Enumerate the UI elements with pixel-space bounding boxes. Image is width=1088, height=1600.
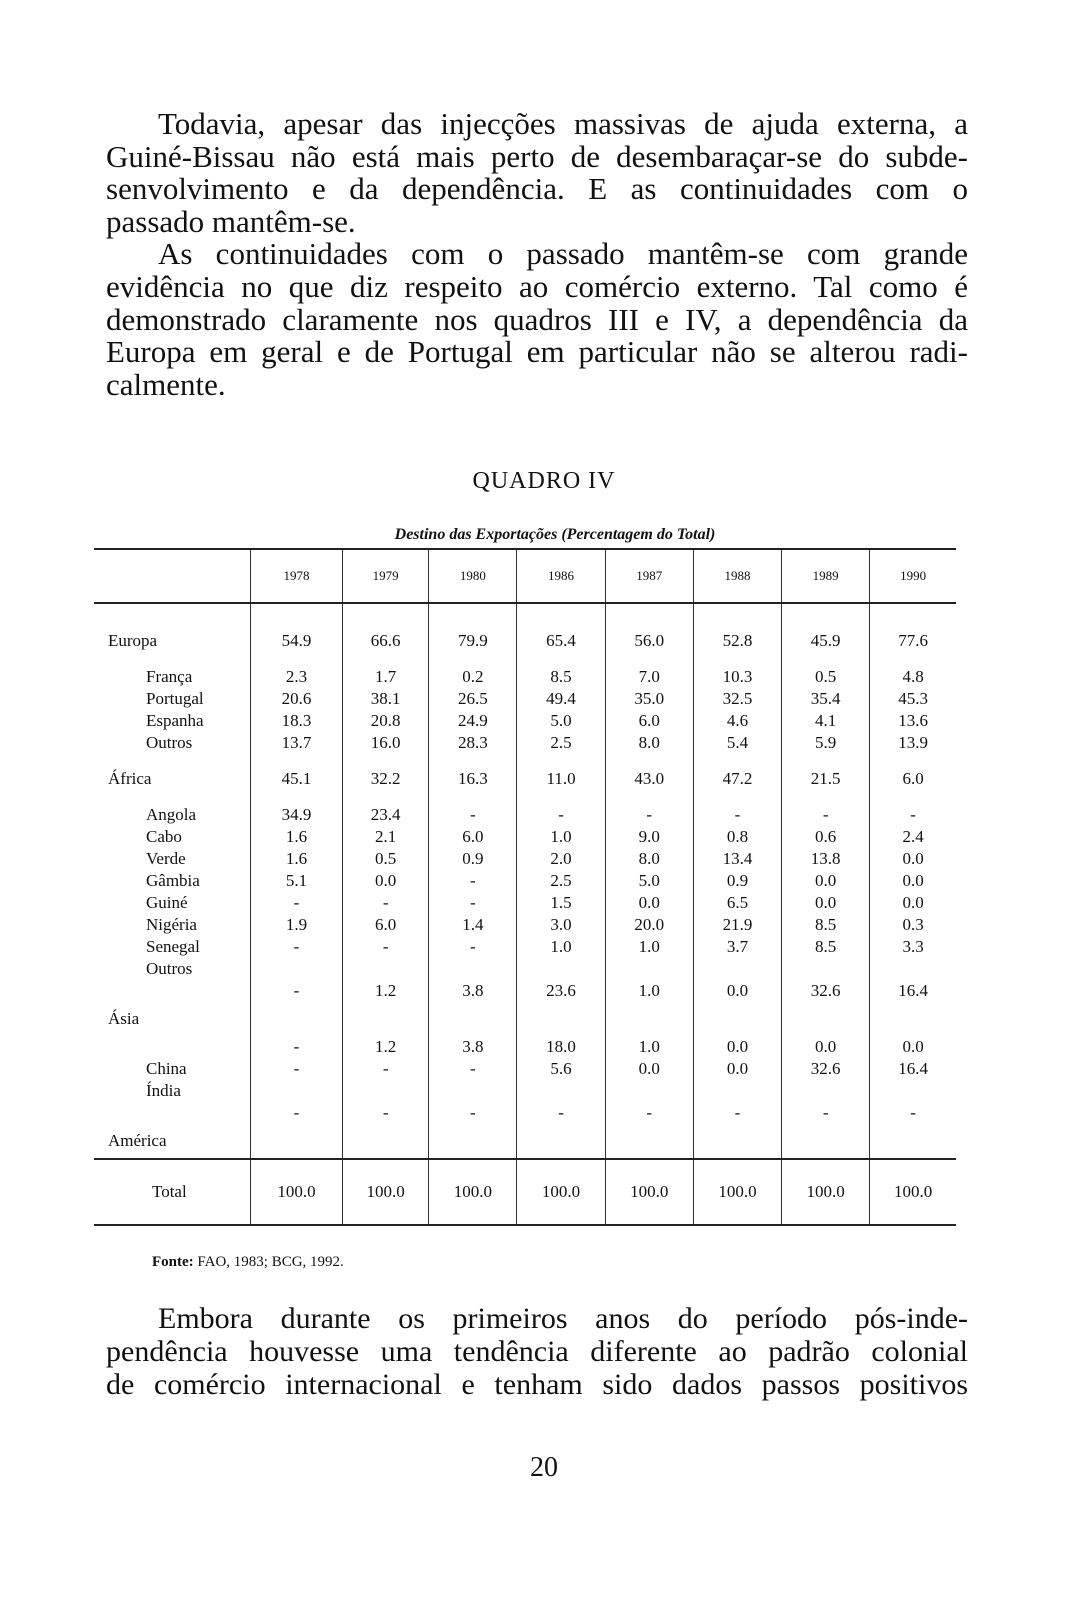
text-line: senvolvimento e da dependência. E as continuidades com o	[106, 171, 968, 207]
value-cell: -	[782, 804, 870, 826]
year-header-cell: 1988	[693, 549, 781, 603]
value-cell	[429, 958, 517, 980]
value-cell	[782, 1002, 870, 1036]
text-line: de comércio internacional e tenham sido dados passos positivos	[106, 1368, 968, 1401]
value-cell	[343, 1080, 429, 1102]
table-row	[94, 1124, 956, 1159]
spacer-cell	[94, 754, 250, 762]
row-label: Índia	[146, 1081, 181, 1100]
value-cell: 2.3	[250, 666, 342, 688]
value-cell: 0.9	[693, 870, 781, 892]
value-cell: 45.9	[782, 624, 870, 658]
value-cell: -	[250, 980, 342, 1002]
value-cell: 43.0	[605, 762, 693, 796]
value-cell: 1.0	[605, 980, 693, 1002]
paragraph-intro	[106, 108, 968, 401]
value-cell: 3.3	[870, 936, 956, 958]
header-blank-cell	[94, 549, 250, 603]
value-cell: 1.2	[343, 980, 429, 1002]
spacer-cell	[605, 603, 693, 624]
value-cell: 5.4	[693, 732, 781, 754]
text-line: Todavia, apesar das injecções massivas de ajuda externa, a	[158, 106, 968, 141]
row-label: Outros	[146, 959, 193, 978]
row-label: Outros	[146, 733, 193, 752]
value-cell: 23.4	[343, 804, 429, 826]
year-header-cell: 1989	[782, 549, 870, 603]
row-label: Europa	[108, 631, 158, 650]
value-cell: 45.1	[250, 762, 342, 796]
spacer-cell	[94, 603, 250, 624]
value-cell	[429, 1002, 517, 1036]
table-row	[94, 1036, 956, 1058]
value-cell: 6.5	[693, 892, 781, 914]
value-cell: 5.0	[605, 870, 693, 892]
value-cell: 2.5	[517, 732, 605, 754]
value-cell	[870, 1124, 956, 1159]
value-cell	[517, 1080, 605, 1102]
table-row	[94, 1159, 956, 1225]
spacer-cell	[693, 603, 781, 624]
value-cell: -	[870, 1102, 956, 1124]
value-cell: -	[250, 1036, 342, 1058]
spacer-row	[94, 796, 956, 804]
row-label: Total	[94, 1159, 250, 1225]
value-cell: 0.0	[605, 892, 693, 914]
value-cell: 45.3	[870, 688, 956, 710]
value-cell: 49.4	[517, 688, 605, 710]
value-cell: 20.0	[605, 914, 693, 936]
table-row	[94, 980, 956, 1002]
value-cell: 4.6	[693, 710, 781, 732]
spacer-row	[94, 658, 956, 666]
value-cell: 16.0	[343, 732, 429, 754]
value-cell: 5.9	[782, 732, 870, 754]
value-cell: 0.8	[693, 826, 781, 848]
value-cell: 18.3	[250, 710, 342, 732]
table-row	[94, 804, 956, 826]
value-cell: 77.6	[870, 624, 956, 658]
value-cell: 5.0	[517, 710, 605, 732]
table-row	[94, 848, 956, 870]
value-cell: 65.4	[517, 624, 605, 658]
value-cell: 100.0	[429, 1159, 517, 1225]
value-cell: -	[429, 892, 517, 914]
value-cell: 20.6	[250, 688, 342, 710]
value-cell	[343, 958, 429, 980]
value-cell: 5.1	[250, 870, 342, 892]
value-cell: -	[517, 1102, 605, 1124]
value-cell: 47.2	[693, 762, 781, 796]
value-cell: 13.6	[870, 710, 956, 732]
value-cell: -	[343, 936, 429, 958]
value-cell: -	[429, 1058, 517, 1080]
value-cell: -	[870, 804, 956, 826]
value-cell: 2.1	[343, 826, 429, 848]
value-cell: 54.9	[250, 624, 342, 658]
value-cell: -	[429, 936, 517, 958]
value-cell: 0.5	[782, 666, 870, 688]
value-cell: 6.0	[429, 826, 517, 848]
value-cell: 9.0	[605, 826, 693, 848]
table-title: QUADRO IV	[472, 468, 616, 494]
row-label: China	[146, 1059, 187, 1078]
value-cell: 52.8	[693, 624, 781, 658]
source-label: Fonte:	[152, 1254, 194, 1270]
value-cell: 21.9	[693, 914, 781, 936]
text-line: Embora durante os primeiros anos do período pós-inde-	[158, 1302, 968, 1335]
value-cell: -	[250, 936, 342, 958]
value-cell: 2.5	[517, 870, 605, 892]
value-cell	[782, 1080, 870, 1102]
source-text: FAO, 1983; BCG, 1992.	[197, 1254, 344, 1270]
value-cell: 13.4	[693, 848, 781, 870]
value-cell: 1.0	[517, 826, 605, 848]
value-cell: 0.0	[605, 1058, 693, 1080]
value-cell	[693, 1002, 781, 1036]
value-cell: -	[693, 1102, 781, 1124]
table-row	[94, 870, 956, 892]
value-cell	[605, 1080, 693, 1102]
spacer-cell	[605, 658, 693, 666]
value-cell: 13.8	[782, 848, 870, 870]
value-cell	[693, 1080, 781, 1102]
value-cell: 32.6	[782, 980, 870, 1002]
text-line: calmente.	[106, 366, 226, 402]
value-cell: 13.7	[250, 732, 342, 754]
row-label	[94, 1036, 250, 1058]
text-line: evidência no que diz respeito ao comércio externo. Tal como é	[106, 268, 968, 304]
value-cell: 3.0	[517, 914, 605, 936]
row-label	[94, 980, 250, 1002]
value-cell	[250, 958, 342, 980]
value-cell	[517, 1002, 605, 1036]
spacer-cell	[250, 658, 342, 666]
value-cell	[870, 1002, 956, 1036]
value-cell: 0.5	[343, 848, 429, 870]
spacer-cell	[870, 658, 956, 666]
value-cell: 4.1	[782, 710, 870, 732]
value-cell: 100.0	[605, 1159, 693, 1225]
value-cell: 1.9	[250, 914, 342, 936]
value-cell: -	[343, 1058, 429, 1080]
value-cell: 0.9	[429, 848, 517, 870]
row-label: Guiné	[146, 893, 188, 912]
year-header-row	[94, 549, 956, 603]
value-cell: 3.8	[429, 1036, 517, 1058]
table-row	[94, 958, 956, 980]
value-cell: 13.9	[870, 732, 956, 754]
spacer-cell	[517, 754, 605, 762]
value-cell: 1.6	[250, 848, 342, 870]
text-line: passado mantêm-se.	[106, 203, 356, 239]
value-cell: 16.3	[429, 762, 517, 796]
value-cell: 38.1	[343, 688, 429, 710]
value-cell: 35.4	[782, 688, 870, 710]
spacer-cell	[693, 796, 781, 804]
value-cell: 0.2	[429, 666, 517, 688]
spacer-cell	[693, 658, 781, 666]
spacer-cell	[517, 658, 605, 666]
row-label: Gâmbia	[146, 871, 200, 890]
value-cell: 8.5	[782, 914, 870, 936]
value-cell: 0.0	[343, 870, 429, 892]
spacer-cell	[429, 658, 517, 666]
value-cell: -	[429, 804, 517, 826]
value-cell: 16.4	[870, 1058, 956, 1080]
value-cell: 10.3	[693, 666, 781, 688]
value-cell: 0.0	[870, 848, 956, 870]
value-cell	[517, 1124, 605, 1159]
value-cell	[605, 958, 693, 980]
value-cell: 1.0	[517, 936, 605, 958]
text-line: Guiné-Bissau não está mais perto de desembaraçar-se do subde-	[106, 138, 968, 174]
table-row	[94, 1002, 956, 1036]
row-label	[94, 1102, 250, 1124]
value-cell: 0.0	[870, 870, 956, 892]
row-label: Senegal	[146, 937, 200, 956]
value-cell: 3.8	[429, 980, 517, 1002]
value-cell: 0.0	[870, 892, 956, 914]
spacer-cell	[343, 603, 429, 624]
value-cell: 6.0	[605, 710, 693, 732]
paragraph-continuation	[106, 1302, 968, 1401]
value-cell	[870, 1080, 956, 1102]
value-cell: 28.3	[429, 732, 517, 754]
table-row	[94, 732, 956, 754]
table-row	[94, 936, 956, 958]
value-cell	[429, 1124, 517, 1159]
value-cell	[782, 1124, 870, 1159]
row-label: França	[146, 667, 193, 686]
row-label: Nigéria	[146, 915, 197, 934]
text-line: demonstrado claramente nos quadros III e IV, a dependência da	[106, 301, 968, 337]
table-row	[94, 710, 956, 732]
value-cell	[343, 1002, 429, 1036]
value-cell: 6.0	[343, 914, 429, 936]
table-row	[94, 1102, 956, 1124]
value-cell: 4.8	[870, 666, 956, 688]
spacer-row	[94, 603, 956, 624]
value-cell: -	[343, 1102, 429, 1124]
table-row	[94, 826, 956, 848]
value-cell: -	[429, 1102, 517, 1124]
value-cell: 100.0	[343, 1159, 429, 1225]
table-row	[94, 914, 956, 936]
year-header-cell: 1979	[343, 549, 429, 603]
value-cell: 5.6	[517, 1058, 605, 1080]
row-label: Ásia	[108, 1009, 140, 1028]
value-cell: 1.5	[517, 892, 605, 914]
value-cell: 34.9	[250, 804, 342, 826]
table-row	[94, 666, 956, 688]
table-row	[94, 1058, 956, 1080]
value-cell: -	[250, 892, 342, 914]
value-cell	[429, 1080, 517, 1102]
value-cell: -	[605, 1102, 693, 1124]
spacer-cell	[250, 796, 342, 804]
value-cell	[343, 1124, 429, 1159]
spacer-row	[94, 754, 956, 762]
value-cell: 6.0	[870, 762, 956, 796]
value-cell: 100.0	[782, 1159, 870, 1225]
value-cell: 0.0	[693, 1058, 781, 1080]
spacer-cell	[517, 603, 605, 624]
spacer-cell	[782, 754, 870, 762]
spacer-cell	[94, 658, 250, 666]
row-label: Cabo	[146, 827, 182, 846]
value-cell: 8.0	[605, 732, 693, 754]
spacer-cell	[250, 603, 342, 624]
spacer-cell	[343, 796, 429, 804]
spacer-cell	[429, 796, 517, 804]
year-header-cell: 1987	[605, 549, 693, 603]
spacer-cell	[517, 796, 605, 804]
value-cell: 8.0	[605, 848, 693, 870]
table-row	[94, 624, 956, 658]
table-subtitle: Destino das Exportações (Percentagem do Total)	[394, 526, 716, 543]
value-cell: 100.0	[250, 1159, 342, 1225]
row-label: Verde	[146, 849, 186, 868]
spacer-cell	[429, 603, 517, 624]
value-cell: 20.8	[343, 710, 429, 732]
value-cell	[782, 958, 870, 980]
value-cell: 0.3	[870, 914, 956, 936]
year-header-cell: 1978	[250, 549, 342, 603]
spacer-cell	[343, 754, 429, 762]
spacer-cell	[605, 754, 693, 762]
value-cell: 1.0	[605, 936, 693, 958]
value-cell: 100.0	[870, 1159, 956, 1225]
value-cell: 0.0	[782, 870, 870, 892]
value-cell: 7.0	[605, 666, 693, 688]
value-cell: 21.5	[782, 762, 870, 796]
value-cell: 35.0	[605, 688, 693, 710]
value-cell	[693, 1124, 781, 1159]
year-header-cell: 1990	[870, 549, 956, 603]
spacer-cell	[250, 754, 342, 762]
value-cell: 2.4	[870, 826, 956, 848]
value-cell: -	[782, 1102, 870, 1124]
value-cell: -	[517, 804, 605, 826]
value-cell: 11.0	[517, 762, 605, 796]
value-cell	[870, 958, 956, 980]
text-line: As continuidades com o passado mantêm-se com grande	[158, 236, 968, 272]
row-label: América	[108, 1131, 167, 1150]
row-label: Portugal	[146, 689, 204, 708]
year-header-cell: 1986	[517, 549, 605, 603]
value-cell: -	[250, 1058, 342, 1080]
value-cell: 24.9	[429, 710, 517, 732]
value-cell	[250, 1080, 342, 1102]
table-row	[94, 1080, 956, 1102]
value-cell: -	[343, 892, 429, 914]
table-row	[94, 762, 956, 796]
value-cell: 32.2	[343, 762, 429, 796]
row-label: Espanha	[146, 711, 204, 730]
value-cell: 0.0	[782, 892, 870, 914]
value-cell	[605, 1002, 693, 1036]
value-cell	[250, 1124, 342, 1159]
value-cell: 32.5	[693, 688, 781, 710]
value-cell: -	[605, 804, 693, 826]
value-cell: 16.4	[870, 980, 956, 1002]
value-cell: 56.0	[605, 624, 693, 658]
value-cell: 1.2	[343, 1036, 429, 1058]
value-cell: 2.0	[517, 848, 605, 870]
year-header-cell: 1980	[429, 549, 517, 603]
row-label: África	[108, 769, 152, 788]
value-cell: 26.5	[429, 688, 517, 710]
value-cell: -	[250, 1102, 342, 1124]
value-cell: 0.0	[782, 1036, 870, 1058]
value-cell: 79.9	[429, 624, 517, 658]
spacer-cell	[870, 603, 956, 624]
value-cell: 66.6	[343, 624, 429, 658]
spacer-cell	[343, 658, 429, 666]
value-cell: 0.0	[693, 980, 781, 1002]
spacer-cell	[605, 796, 693, 804]
value-cell: 32.6	[782, 1058, 870, 1080]
source-note	[152, 1254, 344, 1271]
page-number: 20	[530, 1452, 558, 1483]
text-line: Europa em geral e de Portugal em particular não se alterou radi-	[106, 334, 968, 370]
spacer-cell	[94, 796, 250, 804]
value-cell: 1.4	[429, 914, 517, 936]
value-cell: 100.0	[693, 1159, 781, 1225]
row-label: Angola	[146, 805, 197, 824]
value-cell: 0.6	[782, 826, 870, 848]
value-cell: 1.6	[250, 826, 342, 848]
spacer-cell	[870, 796, 956, 804]
spacer-cell	[693, 754, 781, 762]
value-cell: 0.0	[693, 1036, 781, 1058]
spacer-cell	[782, 796, 870, 804]
table-row	[94, 892, 956, 914]
value-cell	[250, 1002, 342, 1036]
spacer-cell	[429, 754, 517, 762]
export-destination-table	[94, 548, 956, 1226]
value-cell: 100.0	[517, 1159, 605, 1225]
value-cell: 1.7	[343, 666, 429, 688]
value-cell: 3.7	[693, 936, 781, 958]
text-line: pendência houvesse uma tendência diferente ao padrão colonial	[106, 1335, 968, 1368]
value-cell: 8.5	[782, 936, 870, 958]
value-cell: -	[429, 870, 517, 892]
value-cell	[693, 958, 781, 980]
value-cell: 18.0	[517, 1036, 605, 1058]
value-cell: 23.6	[517, 980, 605, 1002]
value-cell: 0.0	[870, 1036, 956, 1058]
spacer-cell	[782, 658, 870, 666]
table-row	[94, 688, 956, 710]
value-cell: 1.0	[605, 1036, 693, 1058]
value-cell: -	[693, 804, 781, 826]
value-cell: 8.5	[517, 666, 605, 688]
spacer-cell	[870, 754, 956, 762]
spacer-cell	[782, 603, 870, 624]
value-cell	[605, 1124, 693, 1159]
value-cell	[517, 958, 605, 980]
